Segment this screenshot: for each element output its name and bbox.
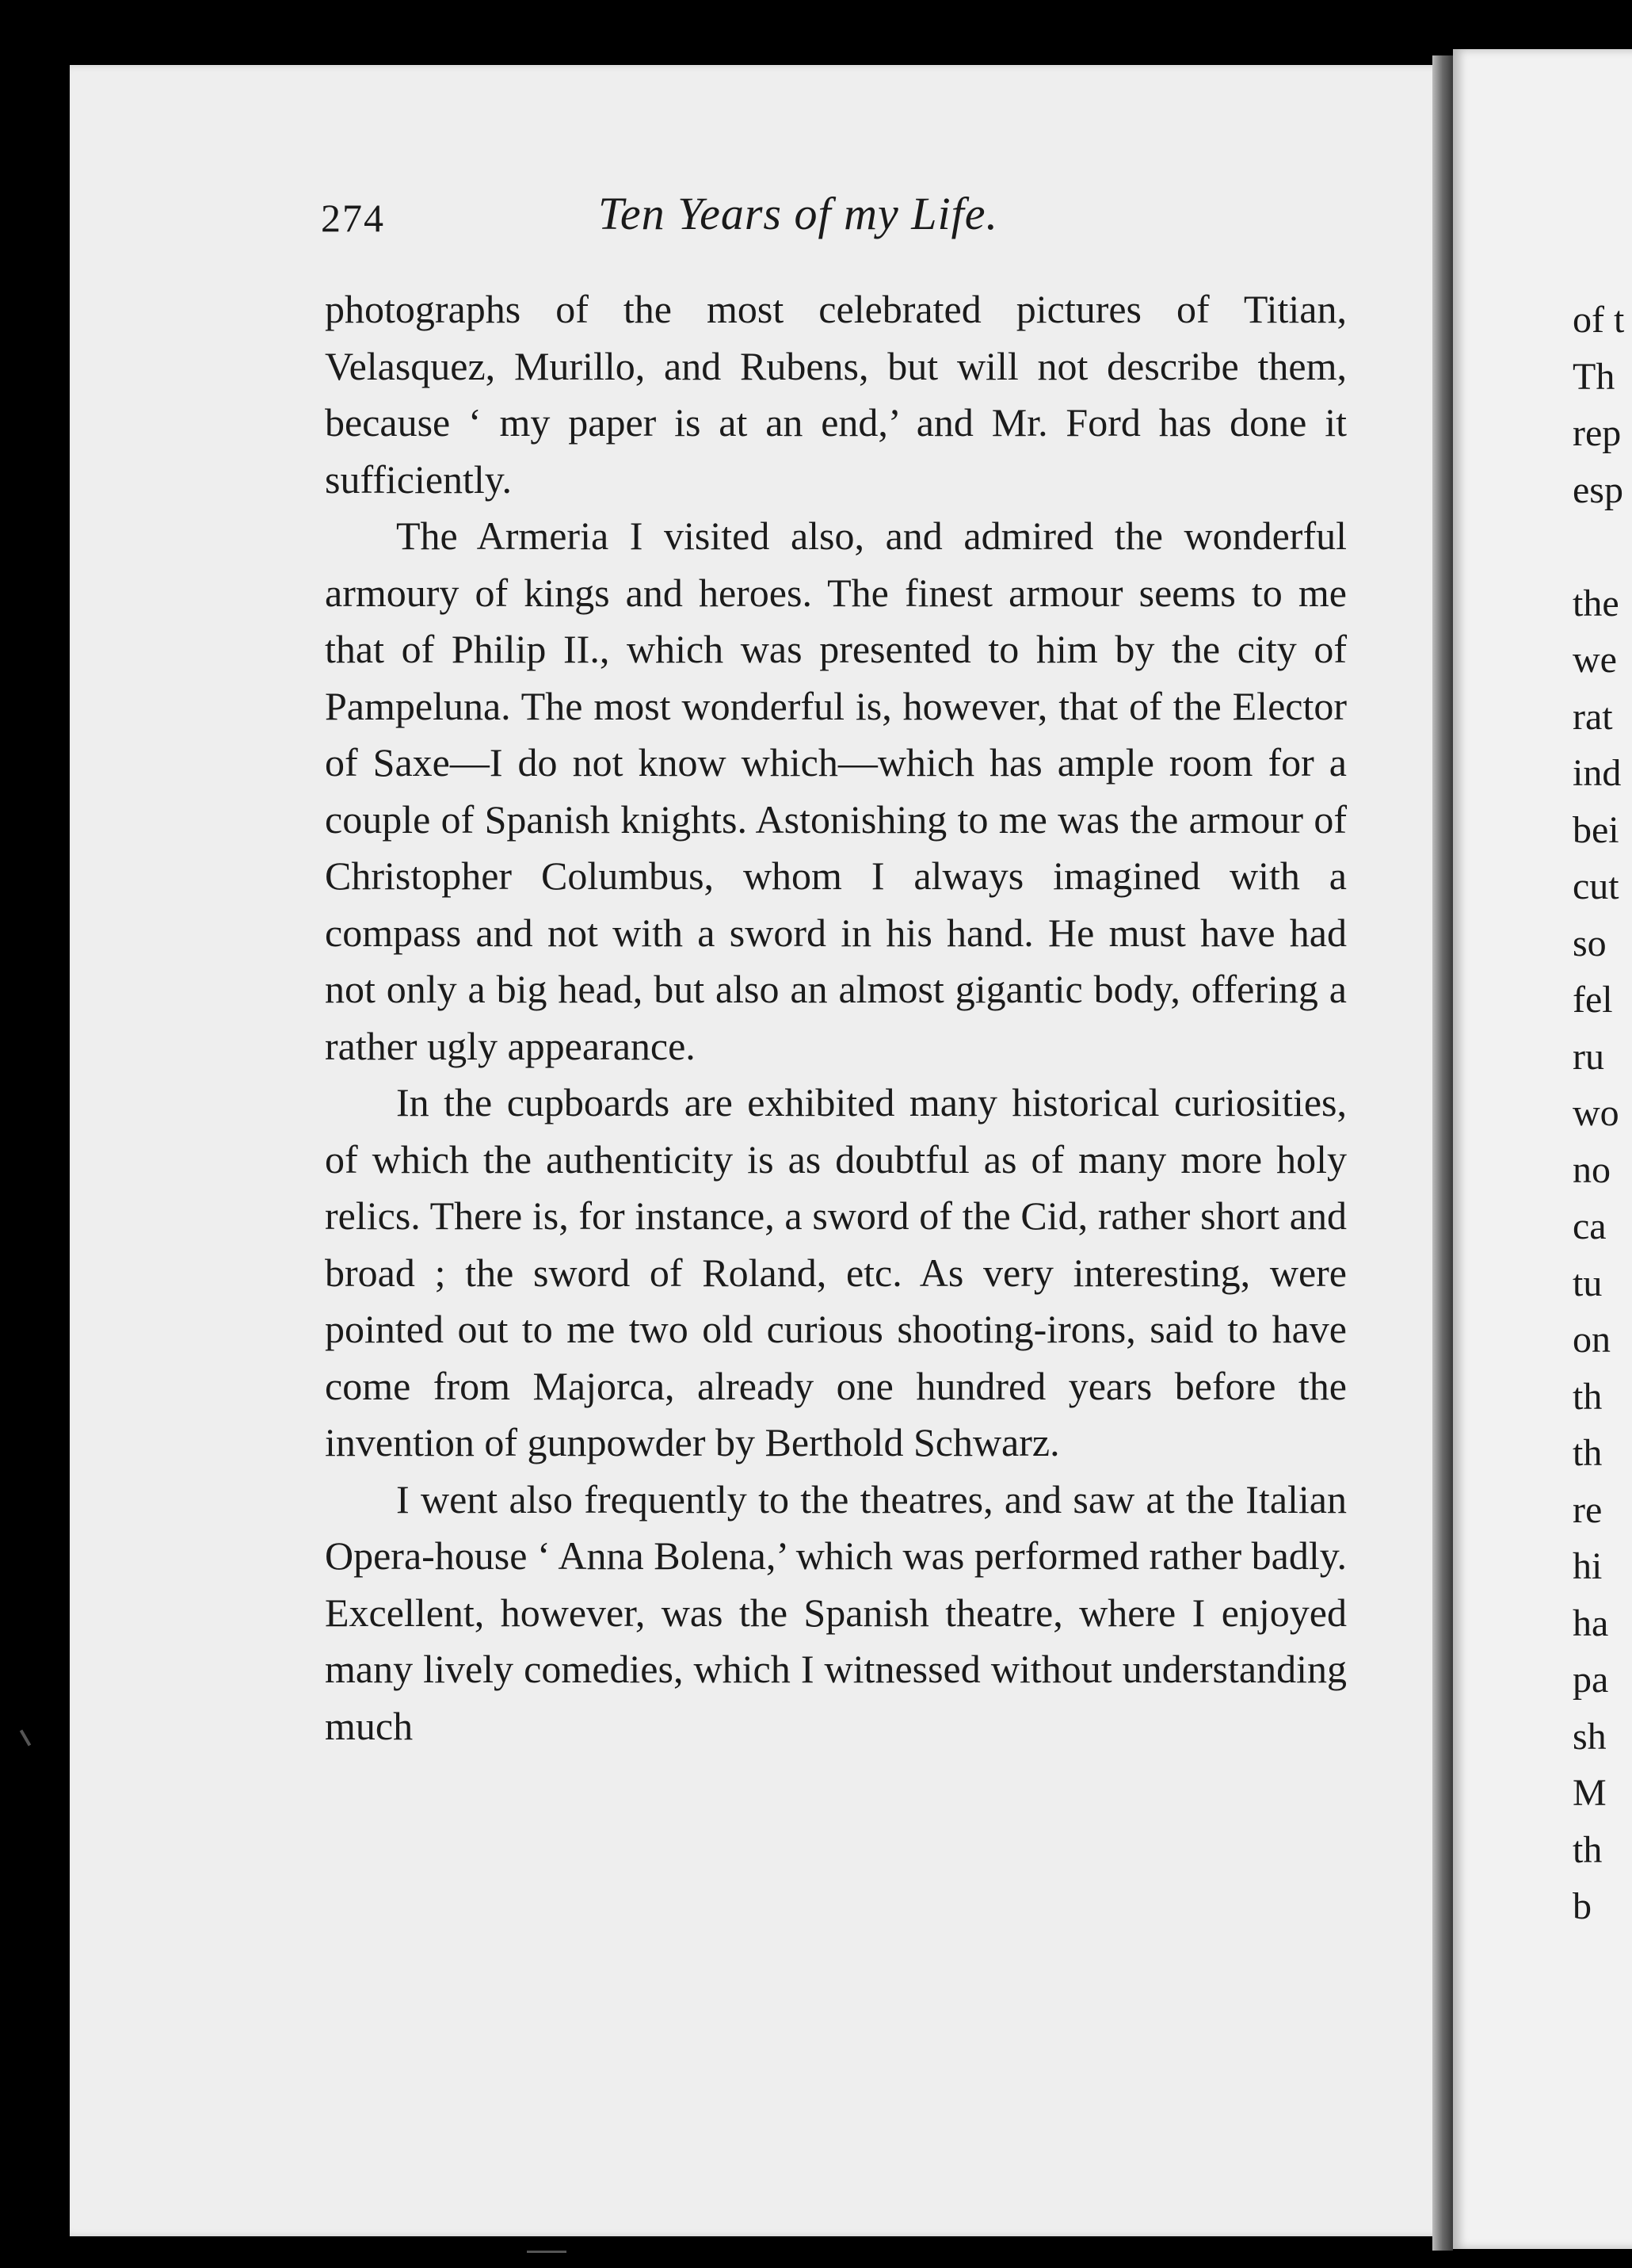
facing-line: Th [1573,355,1615,398]
facing-line: ha [1573,1602,1609,1644]
facing-line: esp [1573,468,1623,511]
facing-line: th [1573,1375,1603,1418]
facing-line: rat [1573,695,1613,738]
running-title: Ten Years of my Life. [598,188,998,239]
facing-line: so [1573,922,1607,964]
paragraph: I went also frequently to the theatres, and saw at the Italian Opera-house ‘ Anna Bolena,’ which was performed rather badly. Excellent, however, was the Spanish theatre, where I enjoyed many lively comedies, which I witnessed without understanding much [325,1476,1347,1748]
scan-speck [20,1729,31,1746]
paragraph: In the cupboards are exhibited many historical curiosities, of which the authenticity is as doubtful as of many more holy relics. There is, for instance, a sword of the Cid, rather short and broad ; the sword of Roland, etc. As very interesting, were pointed out to me two old curious shooting-irons, said to have come from Majorca, already one hundred years before the invention of gunpowder by Berthold Schwarz. [325,1080,1347,1464]
facing-line: th [1573,1828,1603,1871]
running-head [321,181,1367,252]
facing-line: sh [1573,1715,1607,1758]
body-text [325,281,1347,1754]
paragraph: photographs of the most celebrated pictures of Titian, Velasquez, Murillo, and Rubens, but will not describe them, because ‘ my paper is at an end,’ and Mr. Ford has done it sufficiently. [325,287,1347,502]
scan-speck [527,2251,566,2253]
facing-page-text [1573,292,1632,1935]
facing-line: no [1573,1148,1611,1191]
facing-line: fel [1573,979,1613,1021]
facing-line: b [1573,1885,1592,1927]
facing-line: tu [1573,1262,1603,1304]
facing-line: ind [1573,752,1622,794]
page-number: 274 [321,196,385,240]
facing-line-gap [1573,518,1632,575]
facing-line: rep [1573,412,1622,454]
facing-line: ru [1573,1035,1604,1078]
facing-line: of t [1573,299,1625,341]
facing-line: the [1573,582,1619,624]
facing-line: wo [1573,1092,1619,1134]
facing-line: re [1573,1488,1603,1531]
facing-line: ca [1573,1205,1607,1247]
facing-line: we [1573,639,1617,681]
facing-line: pa [1573,1659,1609,1701]
facing-line: on [1573,1319,1611,1361]
paragraph: The Armeria I visited also, and admired the wonderful armoury of kings and heroes. The finest armour seems to me that of Philip II., which was presented to him by the city of Pampeluna. The most wonderful is, however, that of the Elector of Saxe—I do not know which—which has ample room for a couple of Spanish knights. Astonishing to me was the armour of Christopher Columbus, whom I always imagined with a compass and not with a sword in his hand. He must have had not only a big head, but also an almost gigantic body, offering a rather ugly appearance. [325,514,1347,1068]
facing-line: cut [1573,865,1619,907]
facing-line: M [1573,1772,1607,1814]
facing-line: th [1573,1432,1603,1474]
facing-line: hi [1573,1545,1603,1587]
facing-line: bei [1573,808,1619,851]
book-gutter [1432,55,1453,2251]
